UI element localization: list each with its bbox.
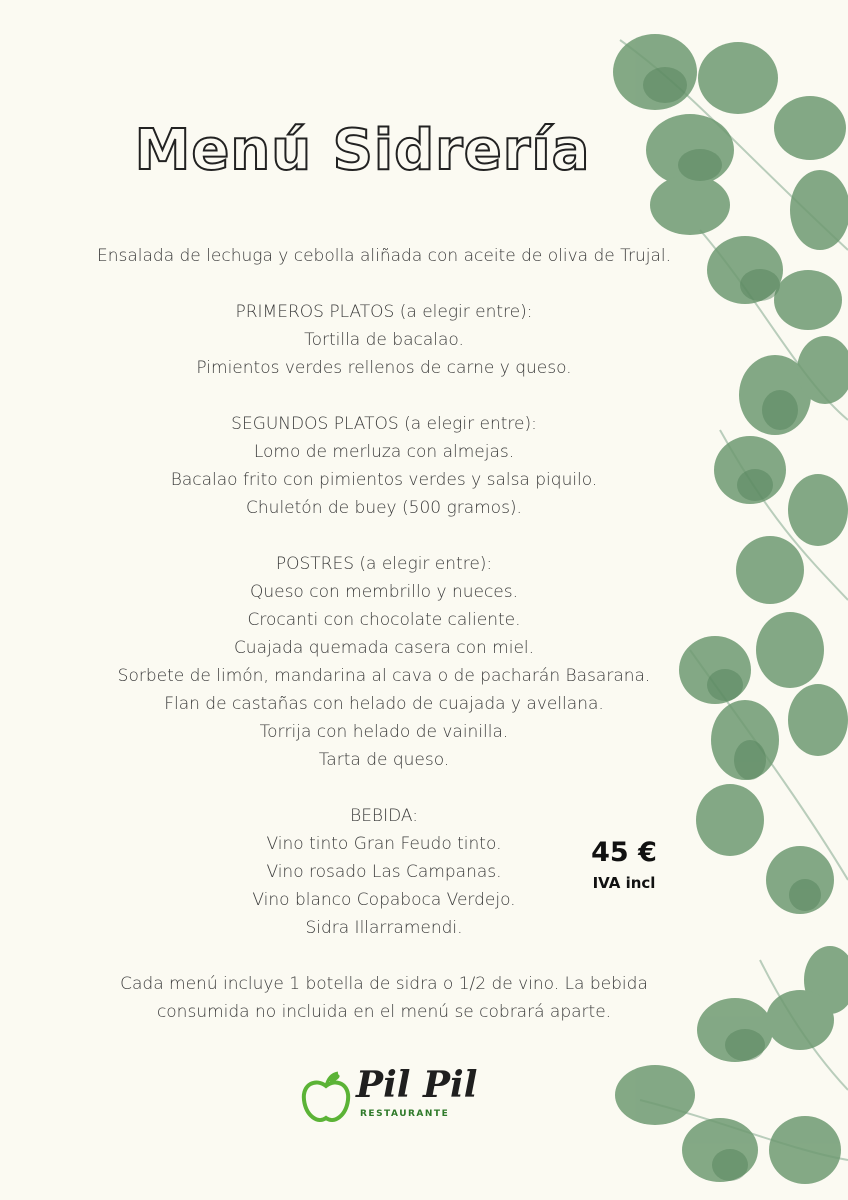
menu-item: Cuajada quemada casera con miel. xyxy=(233,638,535,658)
menu-item: Pimientos verdes rellenos de carne y queso. xyxy=(196,358,572,378)
section-heading: POSTRES (a elegir entre): xyxy=(275,554,493,574)
page-title: Menú Sidrería xyxy=(134,118,591,183)
menu-item: Vino tinto Gran Feudo tinto. xyxy=(266,834,502,854)
footer-note-line: consumida no incluida en el menú se cobrará aparte. xyxy=(156,1002,612,1022)
section-heading: SEGUNDOS PLATOS (a elegir entre): xyxy=(231,414,537,434)
menu-item: Queso con membrillo y nueces. xyxy=(249,582,519,602)
section-heading: PRIMEROS PLATOS (a elegir entre): xyxy=(235,302,533,322)
section-heading: BEBIDA: xyxy=(350,806,418,826)
price-tax-note: IVA incl xyxy=(592,874,656,892)
menu-item: Crocanti con chocolate caliente. xyxy=(247,610,521,630)
menu-item: Sorbete de limón, mandarina al cava o de pacharán Basarana. xyxy=(117,666,651,686)
footer-note-line: Cada menú incluye 1 botella de sidra o 1/2 de vino. La bebida xyxy=(120,974,648,994)
restaurant-logo xyxy=(298,1066,478,1126)
menu-item: Vino rosado Las Campanas. xyxy=(266,862,502,882)
menu-item: Chuletón de buey (500 gramos). xyxy=(246,498,522,518)
price-amount: 45 € xyxy=(591,837,657,868)
logo-name: Pil Pil xyxy=(356,1064,478,1106)
intro-text: Ensalada de lechuga y cebolla aliñada con aceite de oliva de Trujal. xyxy=(96,246,672,266)
logo-subtitle: RESTAURANTE xyxy=(360,1109,450,1119)
menu-item: Flan de castañas con helado de cuajada y avellana. xyxy=(164,694,604,714)
menu-item: Bacalao frito con pimientos verdes y salsa piquilo. xyxy=(170,470,598,490)
menu-item: Tortilla de bacalao. xyxy=(304,330,464,350)
menu-item: Sidra Illarramendi. xyxy=(305,918,463,938)
menu-item: Lomo de merluza con almejas. xyxy=(253,442,515,462)
price-block xyxy=(572,836,676,896)
menu-item: Torrija con helado de vainilla. xyxy=(259,722,509,742)
menu-item: Vino blanco Copaboca Verdejo. xyxy=(252,890,516,910)
apple-icon xyxy=(298,1070,354,1126)
menu-body xyxy=(0,242,768,1026)
menu-item: Tarta de queso. xyxy=(318,750,450,770)
